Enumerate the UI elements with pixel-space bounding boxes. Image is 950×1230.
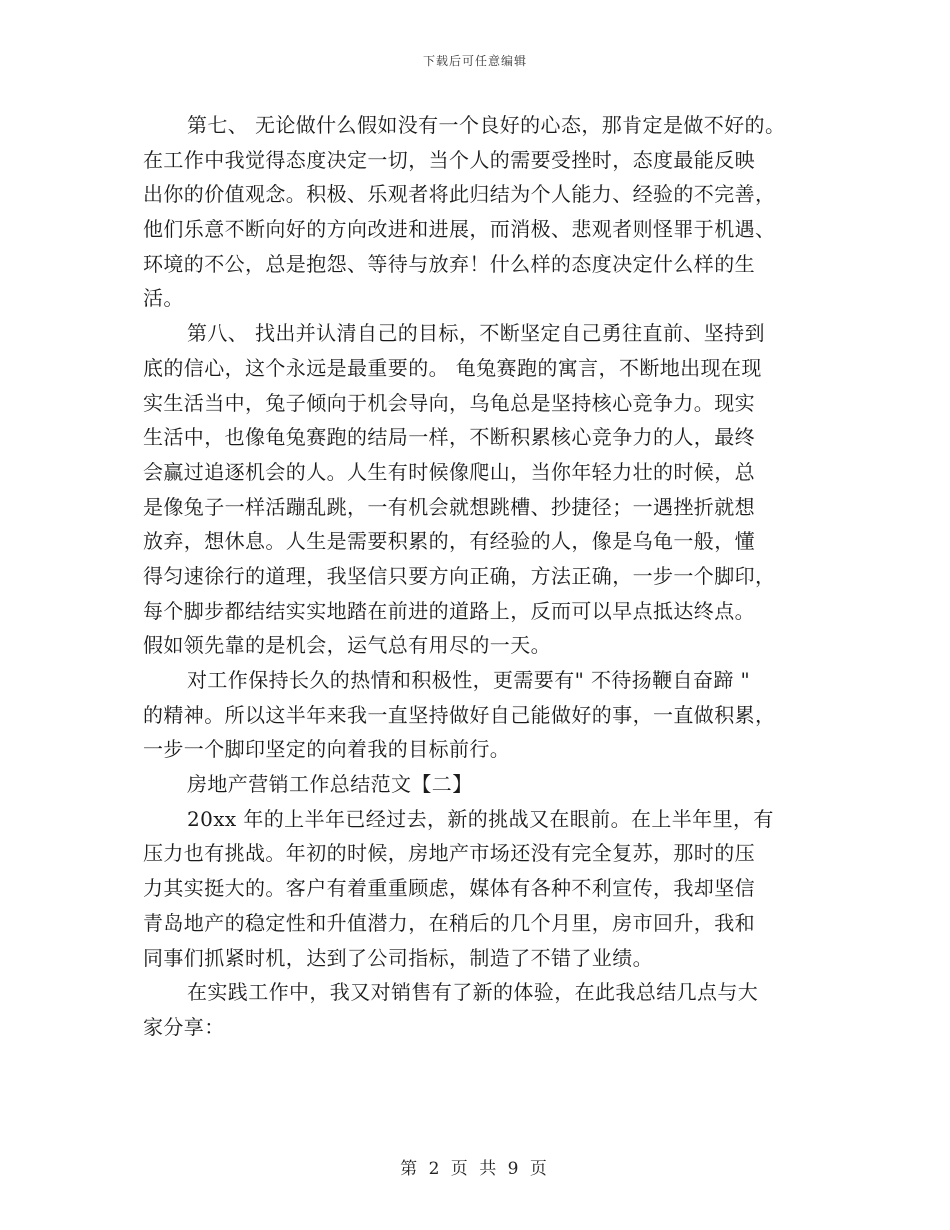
text-line: 青岛地产的稳定性和升值潜力，在稍后的几个月里，房市回升，我和 (143, 910, 755, 935)
text-line: 20xx 年的上半年已经过去，新的挑战又在眼前。在上半年里，有 (187, 806, 774, 831)
page-header: 下载后可任意编辑 (422, 54, 527, 68)
text-line: 实生活当中，兔子倾向于机会导向，乌龟总是坚持核心竞争力。现实 (143, 390, 755, 415)
text-line: 力其实挺大的。客户有着重重顾虑，媒体有各种不利宣传，我却坚信 (143, 876, 755, 901)
text-line: 同事们抓紧时机，达到了公司指标，制造了不错了业绩。 (143, 945, 653, 970)
text-line: 一步一个脚印坚定的向着我的目标前行。 (143, 737, 511, 762)
page-footer: 第 2 页 共 9 页 (400, 1159, 550, 1179)
text-line: 他们乐意不断向好的方向改进和进展，而消极、悲观者则怪罪于机遇、 (143, 217, 776, 242)
text-line: 生活中，也像龟兔赛跑的结局一样，不断积累核心竞争力的人，最终 (143, 425, 755, 450)
text-line: 每个脚步都结结实实地踏在前进的道路上，反而可以早点抵达终点。 (143, 598, 755, 623)
text-line: 会赢过追逐机会的人。人生有时候像爬山，当你年轻力壮的时候，总 (143, 459, 755, 484)
document-body (143, 108, 823, 1045)
text-line: 在实践工作中，我又对销售有了新的体验，在此我总结几点与大 (187, 980, 759, 1005)
text-line: 的精神。所以这半年来我一直坚持做好自己能做好的事，一直做积累， (143, 702, 776, 727)
text-line: 第八、 找出并认清自己的目标，不断坚定自己勇往直前、坚持到 (187, 321, 765, 346)
text-line: 出你的价值观念。积极、乐观者将此归结为个人能力、经验的不完善， (143, 182, 776, 207)
text-line: 对工作保持长久的热情和积极性，更需要有" 不待扬鞭自奋蹄 " (187, 668, 751, 692)
text-line: 压力也有挑战。年初的时候，房地产市场还没有完全复苏，那时的压 (143, 841, 755, 866)
text-line: 放弃，想休息。人生是需要积累的，有经验的人，像是乌龟一般，懂 (143, 529, 755, 554)
text-line: 第七、 无论做什么假如没有一个良好的心态，那肯定是做不好的。 (187, 113, 786, 137)
text-line: 房地产营销工作总结范文【二】 (187, 772, 473, 797)
text-line: 环境的不公，总是抱怨、等待与放弃！什么样的态度决定什么样的生 (143, 251, 755, 276)
text-line: 家分享： (143, 1014, 225, 1039)
text-line: 得匀速徐行的道理，我坚信只要方向正确，方法正确，一步一个脚印， (143, 563, 776, 588)
text-line: 活。 (143, 286, 184, 311)
text-line: 在工作中我觉得态度决定一切，当个人的需要受挫时，态度最能反映 (143, 147, 755, 172)
text-line: 假如领先靠的是机会，运气总有用尽的一天。 (143, 633, 551, 658)
text-line: 是像兔子一样活蹦乱跳，一有机会就想跳槽、抄捷径；一遇挫折就想 (143, 494, 755, 519)
text-line: 底的信心，这个永远是最重要的。 龟兔赛跑的寓言，不断地出现在现 (143, 355, 762, 380)
